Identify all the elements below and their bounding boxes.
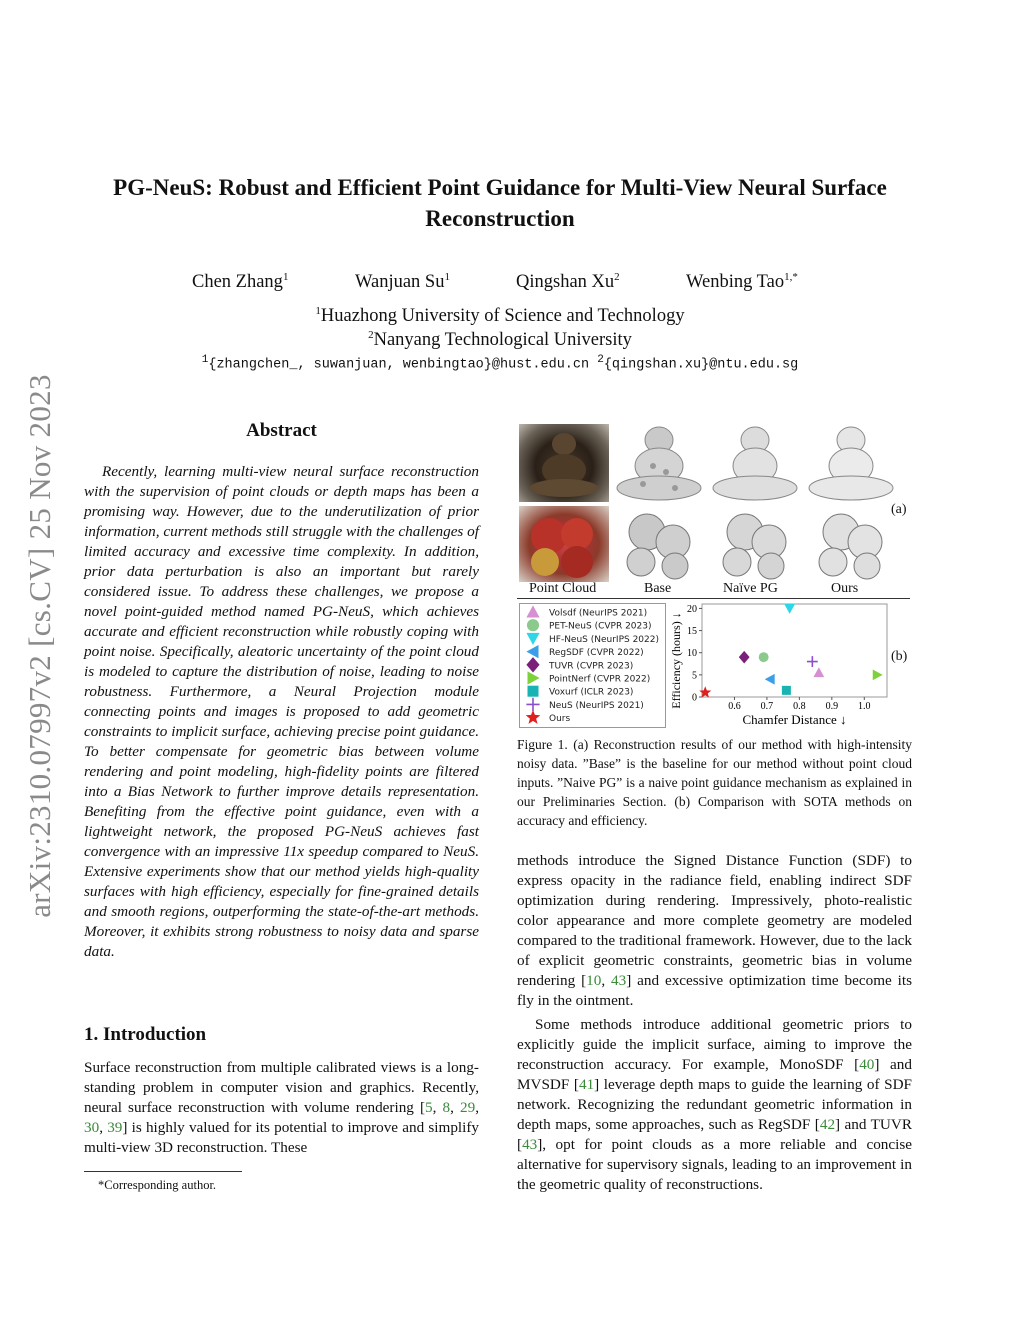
email-sup: 1 (201, 354, 209, 366)
legend-entry (527, 619, 652, 632)
title-line-2: Reconstruction (425, 206, 575, 231)
legend-label: Ours (549, 714, 571, 725)
legend-label: PointNerf (CVPR 2022) (549, 674, 651, 685)
abstract-body: Recently, learning multi-view neural surface reconstruction with the supervision of point clouds or depth maps has been a promising way. However, due to the underutilization of prior information, current methods still struggle with the challenges of limited accuracy and excessive time complexity. In addition, prior data perturbation is also an important but rarely considered issue. To address these challenges, we propose a novel point-guided method named PG-NeuS, which achieves accurate and efficient reconstruction while robustly coping with point noise. Specifically, aleatoric uncertainty of the point cloud is modeled to capture the distribution of noise, leading to noise robustness. Furthermore, a Neural Projection module connecting points and images is proposed to add geometric constraints to implicit surface, achieving precise point guidance. To better compensate for geometric bias between volume rendering and point modeling, high-fidelity points are filtered into a Bias Network to further improve details representation. Benefiting from the effective point guidance, even with a lightweight network, the proposed PG-NeuS achieves fast convergence with an impressive 11x speedup compared to NeuS. Extensive experiments show that our method yields high-quality surfaces with high efficiency, especially for fine-grained details and smooth regions, outperforming the state-of-the-art methods. Moreover, it exhibits strong robustness to noisy data and sparse data. (84, 463, 479, 960)
citation-link[interactable]: 42 (819, 1116, 836, 1133)
legend-marker (526, 605, 539, 617)
figure-1a (517, 420, 912, 598)
figure-caption: Figure 1. (a) Reconstruction results of our method with high-intensity noisy data. ”Base” is the baseline for our method without point cloud inputs. ”Naive PG” is a naive point guidance mechanism as explained in our Preliminaries Section. (b) Comparison with SOTA methods on accuracy and efficiency. (517, 737, 912, 828)
legend-marker (526, 657, 539, 672)
column-label-naive-pg: Naïve PG (723, 581, 778, 596)
author-3 (516, 271, 620, 293)
author-name: Chen Zhang (192, 272, 283, 293)
ours-fruit-render (805, 506, 897, 582)
x-tick-label: 0.7 (760, 701, 774, 712)
column-label-base: Base (644, 581, 672, 596)
legend-marker (526, 633, 539, 645)
legend-label: Voxurf (ICLR 2023) (549, 687, 634, 698)
legend-marker (528, 686, 539, 697)
citation-link[interactable]: 41 (578, 1076, 595, 1093)
body-text: ], opt for point clouds as a more reliable and concise alternative for supervisory signals, leading to an improvement in the geometric quality of reconstructions. (517, 1136, 912, 1193)
legend-entry (528, 686, 634, 698)
intro-text: ] is highly valued for its potential to improve and simplify multi-view 3D reconstruction. These (84, 1119, 480, 1156)
author-sup: 1,* (784, 271, 798, 283)
y-axis-label: Efficiency (hours) ↓ (669, 612, 683, 709)
author-name: Wenbing Tao (686, 272, 785, 293)
body-text: methods introduce the Signed Distance Function (SDF) to express opacity in the radiance field, enabling indirect SDF optimization during rendering. Impressively, photo-realistic color appearance and more complete geometry are modeled compared to the traditional framework. However, due to the lack of explicit geometric constraints, geometric bias in volume rendering [ (517, 852, 912, 989)
citation-link[interactable]: 30 (84, 1119, 100, 1136)
body-text: Some methods introduce additional geometric priors to explicitly guide the implicit surface, aiming to improve the reconstruction accuracy. For example, MonoSDF [ (517, 1016, 912, 1073)
chart-legend (519, 603, 666, 728)
citation-link[interactable]: 8 (442, 1099, 451, 1116)
author-sup: 2 (614, 271, 620, 283)
plot-frame (702, 604, 887, 697)
body-text: ] and excessive optimization time become its fly in the ointment. (517, 972, 913, 1009)
legend-label: RegSDF (CVPR 2022) (549, 648, 644, 659)
x-axis-label: Chamfer Distance ↓ (742, 712, 847, 727)
column-label-ours: Ours (831, 581, 859, 596)
affiliation-2 (60, 329, 940, 351)
column-label-point-cloud: Point Cloud (529, 581, 597, 596)
email-line (60, 354, 940, 373)
citation-link[interactable]: 43 (611, 972, 627, 989)
y-tick-label: 5 (692, 670, 697, 682)
author-4 (686, 271, 798, 293)
author-sup: 1 (444, 271, 450, 283)
intro-paragraph: Surface reconstruction from multiple calibrated views is a long-standing problem in computer vision and graphics. Recently, neural surface reconstruction with volume rendering [5, 8, 29, 30, 39] is highly valued for its potential to improve and simplify multi-view 3D reconstruction. These (84, 1059, 480, 1156)
figure-separator (517, 598, 910, 599)
paper-title (60, 172, 940, 234)
label-a: (a) (891, 502, 907, 517)
legend-label: HF-NeuS (NeurIPS 2022) (549, 634, 659, 645)
y-tick-label: 0 (692, 692, 697, 704)
scatter-chart (665, 601, 910, 727)
body-text: ] and TUVR [ (517, 1116, 912, 1153)
legend-label: NeuS (NeurIPS 2021) (549, 700, 644, 711)
citation-link[interactable]: 5 (425, 1099, 433, 1116)
figure-1b (517, 601, 912, 727)
arxiv-stamp: arXiv:2310.07997v2 [cs.CV] 25 Nov 2023 (22, 374, 57, 918)
aff-text: Huazhong University of Science and Technology (320, 306, 685, 327)
legend-marker (526, 698, 539, 711)
legend-entry (526, 633, 659, 645)
right-paragraph-1: methods introduce the Signed Distance Function (SDF) to express opacity in the radiance field, enabling indirect SDF optimization during rendering. Impressively, photo-realistic color appearance and more complete geometry are modeled compared to the traditional framework. However, due to the lack of explicit geometric constraints, geometric bias in volume rendering [10, 43] and excessive optimization time become its fly in the ointment. (517, 852, 913, 1009)
title-line-1: PG-NeuS: Robust and Efficient Point Guidance for Multi-View Neural Surface (113, 175, 887, 200)
aff-text: Nanyang Technological University (373, 330, 632, 351)
legend-svg (520, 604, 665, 727)
x-tick-label: 1.0 (858, 701, 871, 712)
email-hust: {zhangchen_, suwanjuan, wenbingtao}@hust.edu.cn (208, 357, 590, 373)
label-b: (b) (891, 649, 908, 664)
email-ntu: {qingshan.xu}@ntu.edu.sg (603, 357, 799, 373)
legend-entry (526, 710, 571, 724)
section-heading-introduction: 1. Introduction (84, 1024, 207, 1045)
y-tick-label: 20 (687, 603, 697, 615)
author-name: Qingshan Xu (516, 272, 615, 293)
author-1 (192, 271, 288, 293)
legend-entry (526, 698, 643, 711)
legend-entry (528, 671, 651, 684)
point-cloud-statue-image (519, 424, 609, 502)
base-fruit-render (613, 506, 705, 582)
intro-text: Surface reconstruction from multiple calibrated views is a long-standing problem in computer vision and graphics. Recently, neural surface reconstruction with volume rendering [ (84, 1059, 479, 1116)
data-point (759, 652, 769, 662)
y-tick-label: 15 (687, 626, 697, 638)
x-tick-label: 0.9 (825, 701, 839, 712)
legend-label: PET-NeuS (CVPR 2023) (549, 621, 652, 632)
citation-link[interactable]: 29 (460, 1099, 476, 1116)
ours-statue-render (805, 422, 897, 504)
naive-pg-statue-render (709, 422, 801, 504)
footnote-rule (84, 1171, 242, 1172)
aff-sup: 1 (315, 305, 321, 317)
author-2 (355, 271, 450, 293)
abstract-heading: Abstract (246, 420, 317, 441)
right-paragraph-2 (517, 1015, 912, 1195)
data-point (782, 686, 791, 695)
citation-link[interactable]: 10 (586, 972, 602, 989)
legend-label: Volsdf (NeurIPS 2021) (549, 608, 648, 619)
legend-marker (527, 619, 539, 631)
citation-link[interactable]: 40 (859, 1056, 875, 1073)
legend-marker (528, 671, 540, 684)
citation-link[interactable]: 39 (107, 1119, 123, 1136)
base-statue-render (613, 422, 705, 504)
legend-marker (526, 710, 541, 724)
legend-entry (526, 605, 647, 618)
email-sup: 2 (597, 354, 604, 366)
legend-entry (526, 657, 633, 672)
citation-link[interactable]: 43 (522, 1136, 538, 1153)
x-tick-label: 0.8 (793, 701, 806, 712)
legend-label: TUVR (CVPR 2023) (549, 661, 634, 672)
footnote: *Corresponding author. (98, 1178, 217, 1192)
author-name: Wanjuan Su (355, 272, 445, 293)
author-sup: 1 (282, 271, 289, 283)
legend-marker (526, 645, 538, 658)
body-text: ] leverage depth maps to guide the learning of SDF network. Recognizing the redundant geometric information in depth maps, some approaches, such as RegSDF [ (517, 1076, 912, 1133)
legend-entry (526, 645, 643, 658)
naive-pg-fruit-render (709, 506, 801, 582)
y-tick-label: 10 (687, 648, 697, 660)
point-cloud-fruit-image (519, 506, 609, 582)
affiliation-1 (60, 305, 940, 327)
body-text: ] and MVSDF [ (517, 1056, 912, 1093)
x-tick-label: 0.6 (728, 701, 741, 712)
aff-sup: 2 (368, 329, 374, 341)
